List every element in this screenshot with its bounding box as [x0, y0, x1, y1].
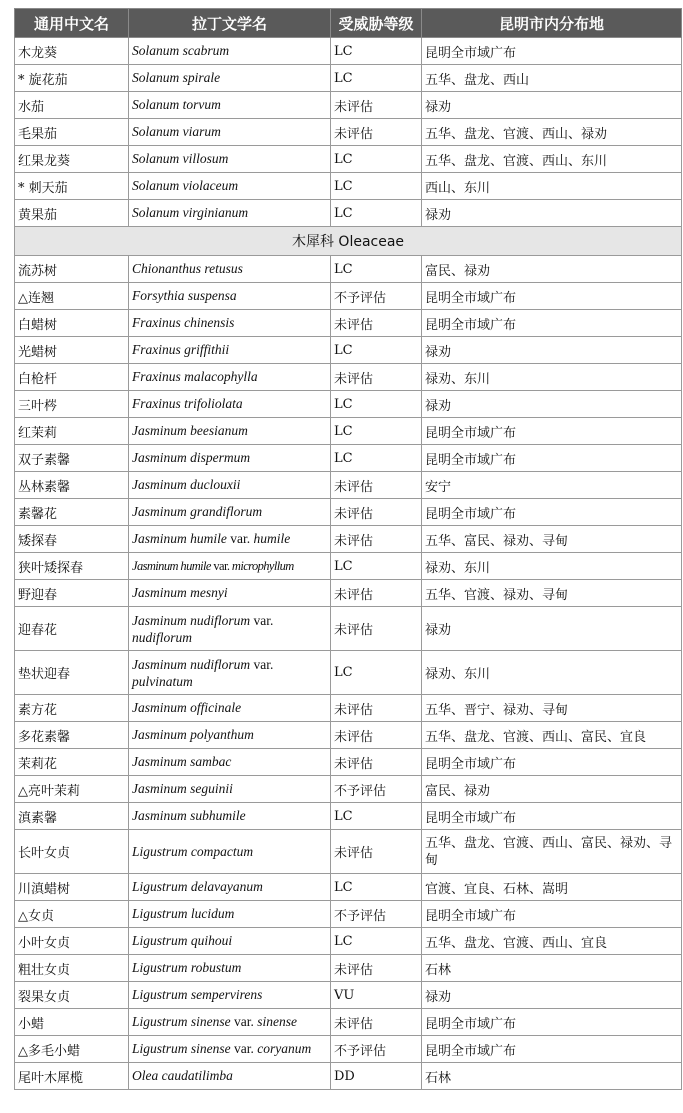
chinese-name-cell: 素方花	[15, 695, 129, 722]
latin-name-cell	[129, 1009, 331, 1036]
infraspecific-epithet: nudiflorum	[132, 629, 193, 645]
infraspecific-rank: var.	[213, 558, 230, 573]
distribution-cell: 昆明全市域广布	[422, 1036, 682, 1063]
latin-name-cell	[129, 283, 331, 310]
distribution-cell: 石林	[422, 1063, 682, 1090]
family-header-row	[15, 227, 682, 256]
distribution-cell: 禄劝	[422, 982, 682, 1009]
header-latin-name: 拉丁文学名	[129, 9, 331, 38]
latin-name-cell	[129, 337, 331, 364]
latin-name-cell	[129, 1036, 331, 1063]
chinese-name-cell: 双子素馨	[15, 445, 129, 472]
chinese-name-cell: 流苏树	[15, 256, 129, 283]
table-row	[15, 695, 682, 722]
threat-level-cell: 未评估	[331, 526, 422, 553]
distribution-cell: 五华、官渡、禄劝、寻甸	[422, 580, 682, 607]
distribution-cell: 西山、东川	[422, 173, 682, 200]
distribution-cell: 富民、禄劝	[422, 776, 682, 803]
table-row	[15, 749, 682, 776]
chinese-name-cell: 长叶女贞	[15, 830, 129, 874]
threat-level-cell: 不予评估	[331, 901, 422, 928]
latin-name-cell	[129, 38, 331, 65]
distribution-cell: 五华、富民、禄劝、寻甸	[422, 526, 682, 553]
chinese-name-cell: 尾叶木犀榄	[15, 1063, 129, 1090]
chinese-name-cell: 木龙葵	[15, 38, 129, 65]
latin-name-cell	[129, 982, 331, 1009]
distribution-cell: 禄劝	[422, 391, 682, 418]
table-row	[15, 173, 682, 200]
table-row	[15, 955, 682, 982]
chinese-name-cell: 白枪杆	[15, 364, 129, 391]
distribution-cell: 禄劝	[422, 337, 682, 364]
chinese-name-cell: 红果龙葵	[15, 146, 129, 173]
table-row	[15, 445, 682, 472]
distribution-cell: 昆明全市域广布	[422, 283, 682, 310]
header-chinese-name: 通用中文名	[15, 9, 129, 38]
distribution-cell: 禄劝、东川	[422, 364, 682, 391]
latin-binomial: Solanum torvum	[132, 97, 221, 112]
chinese-name-cell: △女贞	[15, 901, 129, 928]
threat-level-cell: LC	[331, 200, 422, 227]
table-row	[15, 200, 682, 227]
latin-name-cell	[129, 256, 331, 283]
chinese-name-cell: △亮叶茉莉	[15, 776, 129, 803]
latin-name-cell	[129, 651, 331, 695]
latin-binomial: Jasminum mesnyi	[132, 585, 228, 600]
distribution-cell: 禄劝、东川	[422, 553, 682, 580]
latin-binomial: Fraxinus malacophylla	[132, 369, 258, 384]
latin-binomial: Ligustrum delavayanum	[132, 879, 263, 894]
distribution-cell: 昆明全市域广布	[422, 749, 682, 776]
threat-level-cell: LC	[331, 391, 422, 418]
latin-binomial: Solanum villosum	[132, 151, 229, 166]
distribution-cell: 禄劝	[422, 607, 682, 651]
latin-binomial: Solanum scabrum	[132, 43, 230, 58]
threat-level-cell: LC	[331, 146, 422, 173]
chinese-name-cell: 白蜡树	[15, 310, 129, 337]
chinese-name-cell: 黄果茄	[15, 200, 129, 227]
infraspecific-rank: var.	[234, 1014, 254, 1029]
latin-binomial: Fraxinus chinensis	[132, 315, 235, 330]
latin-binomial: Ligustrum sinense	[132, 1014, 231, 1029]
infraspecific-epithet: pulvinatum	[132, 673, 193, 689]
table-header	[15, 9, 682, 38]
table-row	[15, 982, 682, 1009]
chinese-name-cell: △连翘	[15, 283, 129, 310]
latin-name-cell	[129, 200, 331, 227]
threat-level-cell: LC	[331, 256, 422, 283]
threat-level-cell: 未评估	[331, 955, 422, 982]
latin-name-cell	[129, 445, 331, 472]
chinese-name-cell: 毛果茄	[15, 119, 129, 146]
latin-name-cell	[129, 310, 331, 337]
latin-name-cell	[129, 695, 331, 722]
threat-level-cell: 未评估	[331, 310, 422, 337]
threat-level-cell: LC	[331, 38, 422, 65]
header-row	[15, 9, 682, 38]
threat-level-cell: 未评估	[331, 749, 422, 776]
table-row	[15, 1009, 682, 1036]
table-row	[15, 472, 682, 499]
threat-level-cell: 未评估	[331, 92, 422, 119]
table-row	[15, 874, 682, 901]
threat-level-cell: LC	[331, 651, 422, 695]
latin-binomial: Jasminum humile	[132, 558, 211, 573]
latin-binomial: Ligustrum lucidum	[132, 906, 235, 921]
table-row	[15, 928, 682, 955]
chinese-name-cell: 小蜡	[15, 1009, 129, 1036]
threat-level-cell: LC	[331, 803, 422, 830]
latin-name-cell	[129, 364, 331, 391]
latin-name-cell	[129, 418, 331, 445]
chinese-name-cell: 素馨花	[15, 499, 129, 526]
table-row	[15, 119, 682, 146]
distribution-cell: 官渡、宜良、石林、嵩明	[422, 874, 682, 901]
distribution-cell: 五华、盘龙、官渡、西山、富民、禄劝、寻甸	[422, 830, 682, 874]
distribution-cell: 五华、晋宁、禄劝、寻甸	[422, 695, 682, 722]
distribution-cell: 五华、盘龙、官渡、西山、东川	[422, 146, 682, 173]
latin-binomial: Fraxinus trifoliolata	[132, 396, 243, 411]
threat-level-cell: 不予评估	[331, 1036, 422, 1063]
chinese-name-cell: 野迎春	[15, 580, 129, 607]
latin-name-cell	[129, 928, 331, 955]
latin-name-cell	[129, 499, 331, 526]
chinese-name-cell: 裂果女贞	[15, 982, 129, 1009]
threat-level-cell: 未评估	[331, 499, 422, 526]
threat-level-cell: LC	[331, 418, 422, 445]
table-row	[15, 65, 682, 92]
infraspecific-epithet: sinense	[257, 1014, 298, 1029]
table-body	[15, 38, 682, 1090]
distribution-cell: 五华、盘龙、官渡、西山、禄劝	[422, 119, 682, 146]
infraspecific-epithet: microphyllum	[231, 558, 294, 573]
threat-level-cell: LC	[331, 65, 422, 92]
chinese-name-cell: 多花素馨	[15, 722, 129, 749]
chinese-name-cell: 小叶女贞	[15, 928, 129, 955]
distribution-cell: 昆明全市域广布	[422, 803, 682, 830]
distribution-cell: 昆明全市域广布	[422, 310, 682, 337]
latin-binomial: Solanum violaceum	[132, 178, 239, 193]
table-row	[15, 722, 682, 749]
table-row	[15, 418, 682, 445]
latin-binomial: Jasminum officinale	[132, 700, 242, 715]
chinese-name-cell: 水茄	[15, 92, 129, 119]
chinese-name-cell: 矮探春	[15, 526, 129, 553]
latin-name-cell	[129, 1063, 331, 1090]
threat-level-cell: 未评估	[331, 830, 422, 874]
latin-name-cell	[129, 874, 331, 901]
latin-name-cell	[129, 955, 331, 982]
chinese-name-cell: * 旋花茄	[15, 65, 129, 92]
table-row	[15, 146, 682, 173]
distribution-cell: 昆明全市域广布	[422, 38, 682, 65]
threat-level-cell: 未评估	[331, 1009, 422, 1036]
latin-name-cell	[129, 146, 331, 173]
table-row	[15, 92, 682, 119]
latin-binomial: Jasminum seguinii	[132, 781, 233, 796]
threat-level-cell: 未评估	[331, 364, 422, 391]
distribution-cell: 禄劝、东川	[422, 651, 682, 695]
latin-binomial: Solanum virginianum	[132, 205, 249, 220]
latin-name-cell	[129, 173, 331, 200]
threat-level-cell: 未评估	[331, 607, 422, 651]
table-row	[15, 1036, 682, 1063]
latin-binomial: Jasminum subhumile	[132, 808, 246, 823]
table-row	[15, 830, 682, 874]
latin-binomial: Forsythia suspensa	[132, 288, 237, 303]
latin-name-cell	[129, 391, 331, 418]
table-row	[15, 1063, 682, 1090]
latin-binomial: Jasminum polyanthum	[132, 727, 254, 742]
distribution-cell: 富民、禄劝	[422, 256, 682, 283]
threat-level-cell: 未评估	[331, 119, 422, 146]
latin-name-cell	[129, 580, 331, 607]
distribution-cell: 禄劝	[422, 92, 682, 119]
chinese-name-cell: 滇素馨	[15, 803, 129, 830]
latin-name-cell	[129, 830, 331, 874]
latin-name-cell	[129, 749, 331, 776]
table-row	[15, 310, 682, 337]
threat-level-cell: 不予评估	[331, 776, 422, 803]
latin-name-cell	[129, 803, 331, 830]
chinese-name-cell: * 刺天茄	[15, 173, 129, 200]
table-row	[15, 776, 682, 803]
threat-level-cell: LC	[331, 553, 422, 580]
header-threat-level: 受威胁等级	[331, 9, 422, 38]
threat-level-cell: LC	[331, 928, 422, 955]
distribution-cell: 五华、盘龙、官渡、西山、富民、宜良	[422, 722, 682, 749]
latin-binomial: Solanum viarum	[132, 124, 221, 139]
latin-binomial: Jasminum nudiflorum	[132, 612, 251, 628]
infraspecific-rank: var.	[234, 1041, 254, 1056]
latin-name-cell	[129, 776, 331, 803]
threat-level-cell: LC	[331, 337, 422, 364]
chinese-name-cell: 红茉莉	[15, 418, 129, 445]
latin-binomial: Ligustrum robustum	[132, 960, 242, 975]
table-row	[15, 391, 682, 418]
chinese-name-cell: 丛林素馨	[15, 472, 129, 499]
threat-level-cell: 未评估	[331, 722, 422, 749]
distribution-cell: 五华、盘龙、官渡、西山、宜良	[422, 928, 682, 955]
chinese-name-cell: 狭叶矮探春	[15, 553, 129, 580]
table-row	[15, 607, 682, 651]
chinese-name-cell: 川滇蜡树	[15, 874, 129, 901]
infraspecific-epithet: coryanum	[257, 1041, 312, 1056]
threat-level-cell: 未评估	[331, 472, 422, 499]
threat-level-cell: 未评估	[331, 695, 422, 722]
chinese-name-cell: 三叶梣	[15, 391, 129, 418]
latin-binomial: Ligustrum sempervirens	[132, 987, 263, 1002]
table-row	[15, 38, 682, 65]
table-row	[15, 580, 682, 607]
family-name: 木犀科 Oleaceae	[15, 227, 682, 256]
latin-binomial: Jasminum dispermum	[132, 450, 251, 465]
distribution-cell: 昆明全市域广布	[422, 499, 682, 526]
table-row	[15, 553, 682, 580]
species-table	[14, 8, 682, 1090]
chinese-name-cell: 垫状迎春	[15, 651, 129, 695]
table-row	[15, 337, 682, 364]
distribution-cell: 昆明全市域广布	[422, 901, 682, 928]
latin-name-cell	[129, 92, 331, 119]
latin-binomial: Jasminum nudiflorum	[132, 656, 251, 672]
table-row	[15, 256, 682, 283]
latin-binomial: Solanum spirale	[132, 70, 221, 85]
latin-name-cell	[129, 901, 331, 928]
distribution-cell: 昆明全市域广布	[422, 445, 682, 472]
latin-name-cell	[129, 553, 331, 580]
distribution-cell: 石林	[422, 955, 682, 982]
distribution-cell: 五华、盘龙、西山	[422, 65, 682, 92]
table-row	[15, 526, 682, 553]
infraspecific-rank: var.	[230, 531, 251, 546]
distribution-cell: 昆明全市域广布	[422, 1009, 682, 1036]
latin-binomial: Ligustrum compactum	[132, 843, 254, 859]
table-row	[15, 364, 682, 391]
threat-level-cell: 不予评估	[331, 283, 422, 310]
chinese-name-cell: 光蜡树	[15, 337, 129, 364]
chinese-name-cell: 迎春花	[15, 607, 129, 651]
latin-binomial: Jasminum sambac	[132, 754, 232, 769]
chinese-name-cell: △多毛小蜡	[15, 1036, 129, 1063]
latin-name-cell	[129, 65, 331, 92]
chinese-name-cell: 粗壮女贞	[15, 955, 129, 982]
table-row	[15, 901, 682, 928]
table-row	[15, 499, 682, 526]
threat-level-cell: LC	[331, 173, 422, 200]
latin-name-cell	[129, 472, 331, 499]
chinese-name-cell: 茉莉花	[15, 749, 129, 776]
latin-binomial: Jasminum beesianum	[132, 423, 248, 438]
latin-binomial: Jasminum humile	[132, 531, 227, 546]
threat-level-cell: LC	[331, 445, 422, 472]
table-row	[15, 651, 682, 695]
distribution-cell: 安宁	[422, 472, 682, 499]
distribution-cell: 禄劝	[422, 200, 682, 227]
latin-binomial: Olea caudatilimba	[132, 1068, 233, 1083]
distribution-cell: 昆明全市域广布	[422, 418, 682, 445]
latin-name-cell	[129, 526, 331, 553]
header-distribution: 昆明市内分布地	[422, 9, 682, 38]
latin-binomial: Ligustrum sinense	[132, 1041, 231, 1056]
infraspecific-epithet: humile	[253, 531, 291, 546]
threat-level-cell: VU	[331, 982, 422, 1009]
latin-name-cell	[129, 722, 331, 749]
latin-binomial: Jasminum grandiflorum	[132, 504, 263, 519]
infraspecific-rank: var.	[253, 656, 274, 672]
threat-level-cell: DD	[331, 1063, 422, 1090]
infraspecific-rank: var.	[253, 612, 274, 628]
threat-level-cell: LC	[331, 874, 422, 901]
latin-binomial: Fraxinus griffithii	[132, 342, 230, 357]
latin-binomial: Ligustrum quihoui	[132, 933, 233, 948]
latin-binomial: Jasminum duclouxii	[132, 477, 241, 492]
table-row	[15, 283, 682, 310]
table-row	[15, 803, 682, 830]
latin-name-cell	[129, 607, 331, 651]
threat-level-cell: 未评估	[331, 580, 422, 607]
latin-name-cell	[129, 119, 331, 146]
latin-binomial: Chionanthus retusus	[132, 261, 243, 276]
